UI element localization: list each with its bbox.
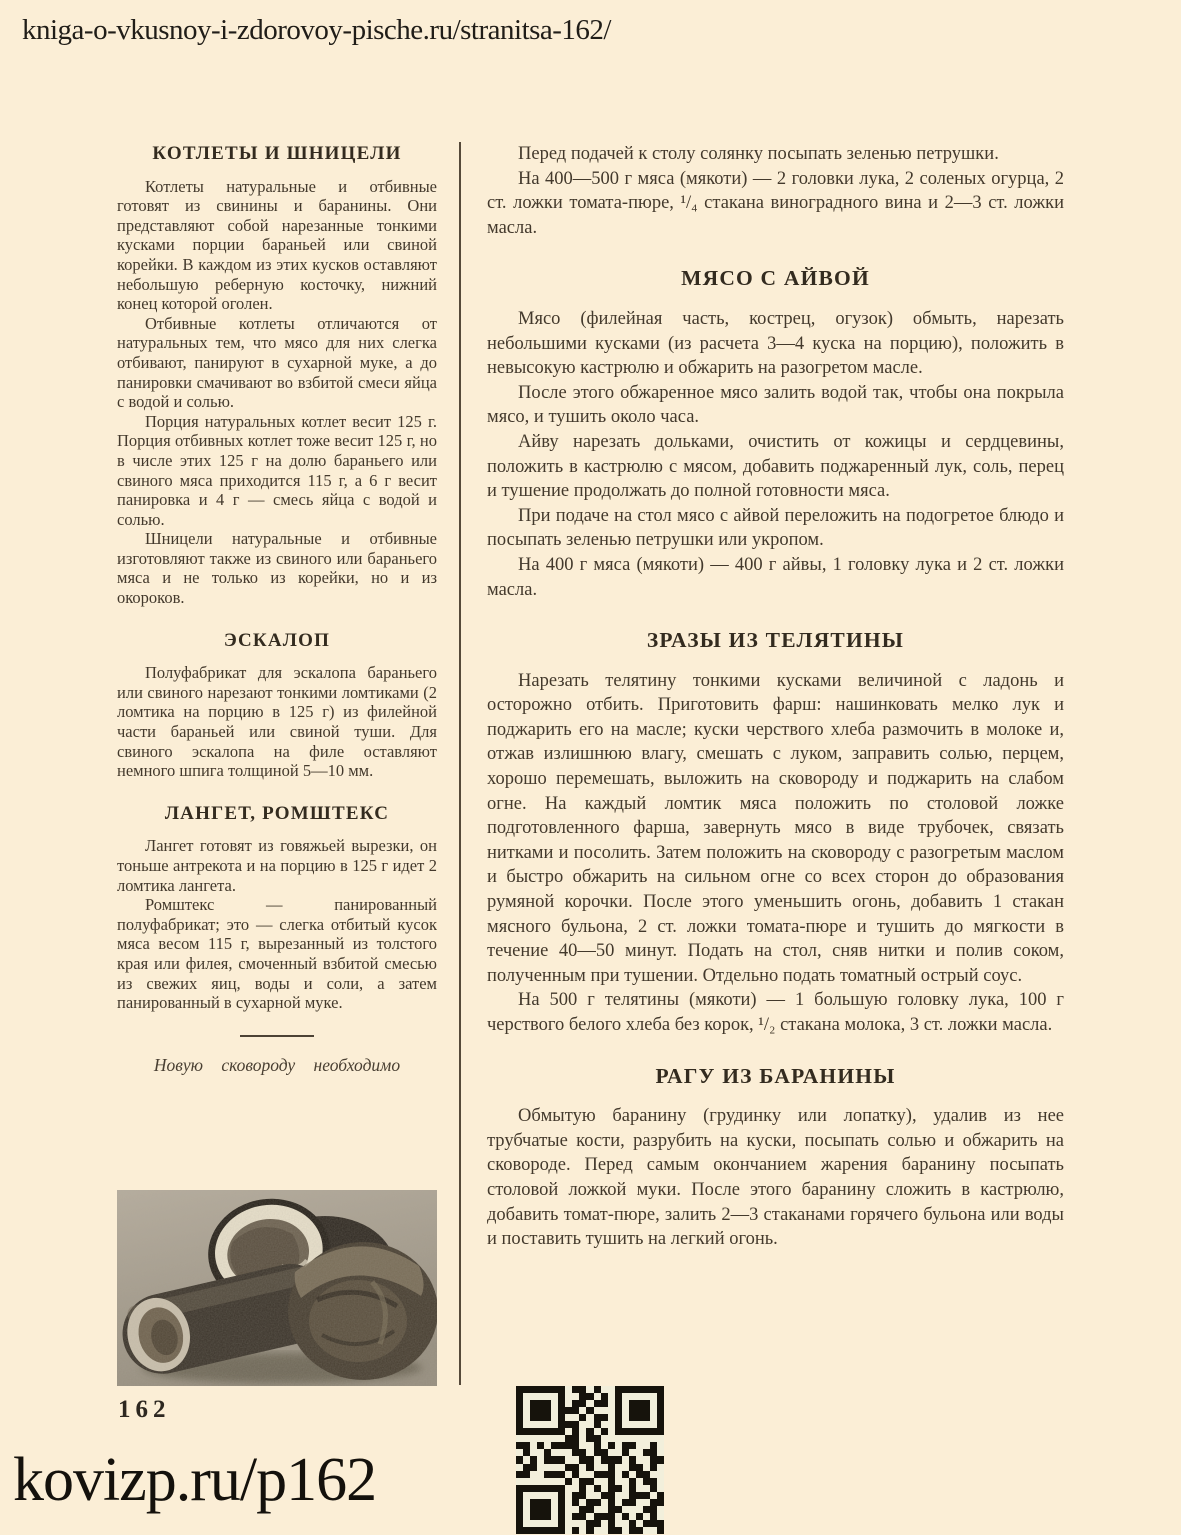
paragraph: Отбивные котлеты отличаются от натуральных тем, что мясо для них слегка отбивают, панируют в сухарной муке, а до панировки смачивают во взбитой смеси яйца с водой и солью. (117, 313, 437, 412)
paragraph: На 400 г мяса (мякоти) — 400 г айвы, 1 головку лука и 2 ст. ложки масла. (487, 554, 1064, 600)
footer-short-link: kovizp.ru/p162 (13, 1446, 377, 1514)
paragraph: Нарезать телятину тонкими кусками величиной с ладонь и осторожно отбить. Приготовить фарш: нашинковать мелко лук и поджарить его на масле; куски черствого хлеба размочить в молоке и, отжав излишнюю влагу, смешать с луком, заправить солью, перцем, хорошо перемешать, выложить на сковороду и поджарить на слабом огне. На каждый ломтик мяса положить по столовой ложке подготовленного фарша, завернуть мясо в виде трубочек, связать нитками и посолить. Затем положить на сковороду с разогретым маслом и быстро обжарить на сильном огне со всех сторон до образования румяной корочки. После этого уменьшить огонь, добавить 1 стакан мясного бульона, 2 ст. ложки томата-пюре и тушить до мягкости в течение 40—50 минут. Подать на стол, сняв нитки и полив соком, полученным при тушении. Отдельно подать томатный острый соус. (487, 670, 1064, 986)
qr-code (516, 1386, 664, 1534)
paragraph: Перед подачей к столу солянку посыпать зеленью петрушки. (518, 144, 999, 164)
right-column (487, 142, 1064, 1252)
column-divider (459, 142, 461, 1385)
paragraph: При подаче на стол мясо с айвой переложить на подогретое блюдо и посыпать зеленью петрушки или укропом. (487, 505, 1064, 551)
paragraph: Ромштекс — панированный полуфабрикат; это — слегка отбитый кусок мяса весом 115 г, вырезанный из толстого края или филея, смоченный взбитой смесью из свежих яиц, воды и соли, а затем панированный в сухарной муке. (117, 895, 437, 1013)
paragraph: Обмытую баранину (грудинку или лопатку), удалив из нее трубчатые кости, разрубить на куски, посыпать солью и обжарить на сковороде. Перед самым окончанием жарения баранину посыпать столовой ложкой муки. После этого баранину сложить в кастрюлю, добавить томат-пюре, залить 2—3 стаканами горячего бульона или воды и поставить тушить на легкий огонь. (487, 1106, 1064, 1250)
catchline: Новую сковороду необходимо (153, 1054, 401, 1075)
paragraph: Котлеты натуральные и отбивные готовят из свинины и баранины. Они представляют собой нарезанные тонкими кусками порции бараньей или свиной корейки. В каждом из этих кусков оставляют небольшую реберную косточку, нижний конец которой оголен. (117, 176, 437, 314)
left-column (117, 142, 437, 1075)
heading-langet-romshteks: ЛАНГЕТ, РОМШТЕКС (164, 802, 390, 824)
paragraph: На 400—500 г мяса (мякоти) — 2 головки лука, 2 соленых огурца, 2 ст. ложки томата-пюре, ¹/₄ стакана виноградного вина и 2—3 ст. ложки масла. (487, 168, 1064, 238)
paragraph: Порция натуральных котлет весит 125 г. Порция отбивных котлет тоже весит 125 г, но в числе этих 125 г на долю бараньего или свиного мяса приходится 115 г, а 6 г весит панировка и 4 г — смесь яйца с водой и солью. (117, 411, 437, 529)
paragraph: Полуфабрикат для эскалопа бараньего или свиного нарезают тонкими ломтиками (2 ломтика на порцию в 125 г) из филейной части бараньей или свиной туши. Для свиного эскалопа на филе оставляют немного шпига толщиной 5—10 мм. (117, 663, 437, 781)
page-number: 162 (118, 1396, 171, 1423)
heading-eskalop: ЭСКАЛОП (223, 629, 331, 651)
paragraph: Айву нарезать дольками, очистить от кожицы и сердцевины, положить в кастрюлю с мясом, добавить поджаренный лук, соль, перец и тушение продолжать до полной готовности мяса. (487, 431, 1064, 502)
separator-rule (240, 1035, 314, 1037)
meat-rolls-illustration (117, 1190, 437, 1386)
meat-rolls-photo (117, 1190, 437, 1386)
paragraph: Шницели натуральные и отбивные изготовляют также из свиного или бараньего мяса и не только из корейки, но и из окороков. (117, 529, 437, 608)
paragraph: Мясо (филейная часть, кострец, огузок) обмыть, нарезать небольшими кусками (из расчета 3—4 куска на порцию), положить в невысокую кастрюлю и обжарить на разогретом масле. (487, 308, 1064, 379)
paragraph: На 500 г телятины (мякоти) — 1 большую головку лука, 100 г черствого белого хлеба без корок, ¹/₂ стакана молока, 3 ст. ложки масла. (487, 990, 1064, 1035)
heading-kotlety-i-shniceli: КОТЛЕТЫ И ШНИЦЕЛИ (152, 143, 402, 164)
paragraph: После этого обжаренное мясо залить водой так, чтобы она покрыла мясо, и тушить около часа. (487, 382, 1064, 428)
paragraph: Лангет готовят из говяжьей вырезки, он тоньше антрекота и на порцию в 125 г идет 2 ломтика лангета. (117, 836, 437, 895)
heading-zrazy-iz-telyatiny: ЗРАЗЫ ИЗ ТЕЛЯТИНЫ (646, 628, 905, 653)
source-url: kniga-o-vkusnoy-i-zdorovoy-pische.ru/stranitsa-162/ (22, 14, 611, 46)
heading-myaso-s-ayvoy: МЯСО С АЙВОЙ (681, 266, 870, 291)
heading-ragu-iz-baraniny: РАГУ ИЗ БАРАНИНЫ (655, 1063, 896, 1088)
